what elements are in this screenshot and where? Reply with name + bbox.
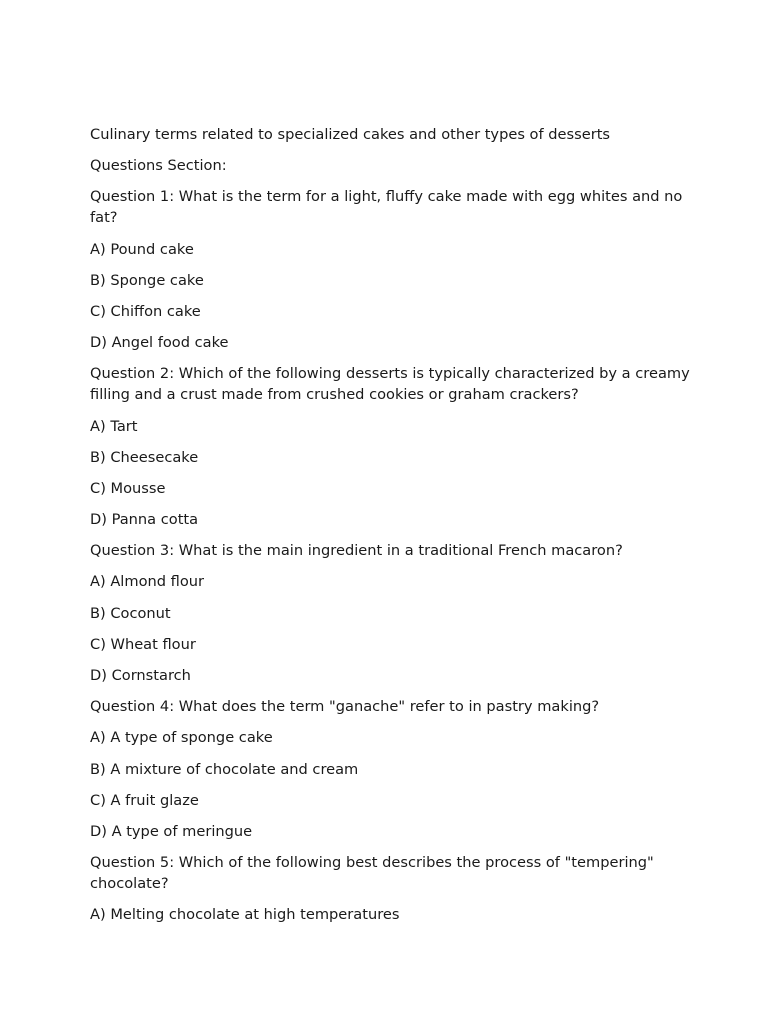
question-2-option-d: D) Panna cotta [90, 511, 199, 529]
question-4-option-b: B) A mixture of chocolate and cream [90, 760, 359, 778]
question-2-option-a: A) Tart [90, 417, 138, 435]
question-3-prompt: Question 3: What is the main ingredient in a traditional French macaron? [90, 542, 623, 560]
question-1-option-a: A) Pound cake [90, 240, 194, 258]
question-4-prompt: Question 4: What does the term "ganache" refer to in pastry making? [90, 698, 600, 716]
question-1-option-b: B) Sponge cake [90, 271, 204, 289]
question-1-option-c: C) Chiffon cake [90, 302, 201, 320]
document-title: Culinary terms related to specialized cakes and other types of desserts [90, 126, 611, 143]
question-3-option-b: B) Coconut [90, 604, 171, 622]
question-3-option-d: D) Cornstarch [90, 667, 191, 684]
question-5-prompt: Question 5: Which of the following best describes the process of "tempering" chocolate? [90, 854, 654, 893]
question-1-prompt: Question 1: What is the term for a light, fluffy cake made with egg whites and no fat? [90, 188, 683, 227]
question-5-option-a: A) Melting chocolate at high temperatures [90, 906, 400, 924]
question-4-option-a: A) A type of sponge cake [90, 729, 273, 747]
question-3-option-a: A) Almond flour [90, 573, 205, 591]
question-1-option-d: D) Angel food cake [90, 334, 229, 352]
question-2-option-b: B) Cheesecake [90, 448, 199, 466]
section-heading: Questions Section: [90, 157, 227, 175]
question-2-option-c: C) Mousse [90, 479, 166, 497]
document-body [90, 124, 690, 936]
question-4-option-c: C) A fruit glaze [90, 791, 199, 809]
question-2-prompt: Question 2: Which of the following desserts is typically characterized by a creamy filling and a crust made from crushed cookies or graham crackers? [90, 365, 690, 404]
question-3-option-c: C) Wheat flour [90, 635, 196, 653]
question-4-option-d: D) A type of meringue [90, 822, 253, 840]
